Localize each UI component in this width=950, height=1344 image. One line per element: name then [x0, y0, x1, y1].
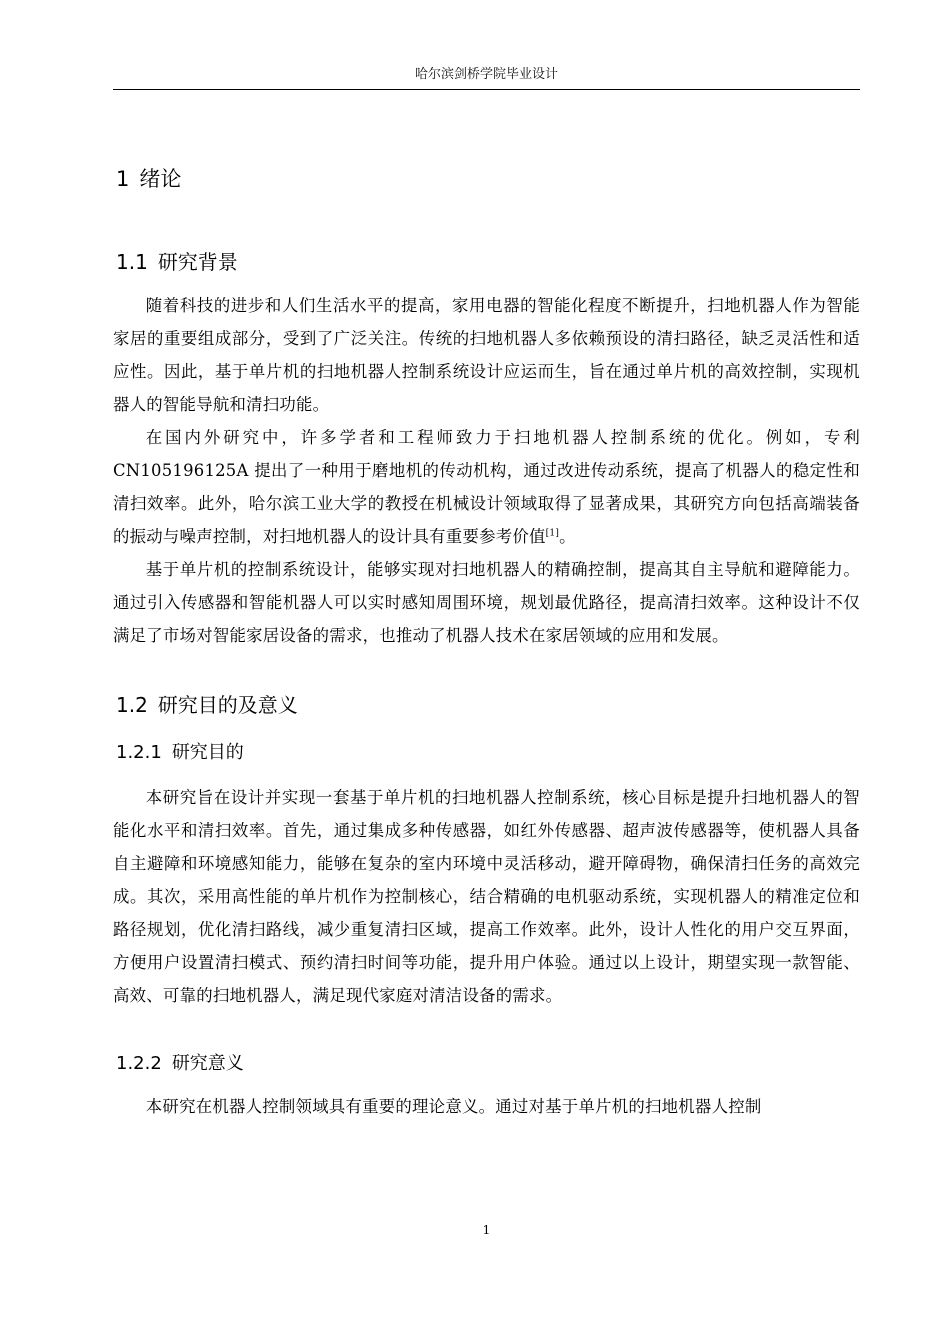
section-title: 研究目的及意义 — [157, 693, 298, 717]
chapter-number: 1 — [116, 167, 130, 191]
subsection-number: 1.2.2 — [116, 1053, 162, 1074]
page-header: 哈尔滨剑桥学院毕业设计 — [414, 67, 558, 82]
paragraph-background-2 — [113, 421, 860, 553]
header-divider — [113, 89, 860, 90]
subsection-title: 研究意义 — [171, 1053, 244, 1074]
paragraph-background-3: 基于单片机的控制系统设计，能够实现对扫地机器人的精确控制，提高其自主导航和避障能力。通过引入传感器和智能机器人可以实时感知周围环境，规划最优路径，提高清扫效率。这种设计不仅满足了市场对智能家居设备的需求，也推动了机器人技术在家居领域的应用和发展。 — [113, 560, 860, 645]
subsection-title: 研究目的 — [171, 742, 244, 763]
paragraph-text: 在国内外研究中，许多学者和工程师致力于扫地机器人控制系统的优化。例如，专利CN105196125A 提出了一种用于磨地机的传动机构，通过改进传动系统，提高了机器人的稳定性和清扫效率。此外，哈尔滨工业大学的教授在机械设计领域取得了显著成果，其研究方向包括高端装备的振动与噪声控制，对扫地机器人的设计具有重要参考价值 — [113, 428, 860, 546]
chapter-heading — [116, 165, 181, 193]
paragraph-background-1: 随着科技的进步和人们生活水平的提高，家用电器的智能化程度不断提升，扫地机器人作为智能家居的重要组成部分，受到了广泛关注。传统的扫地机器人多依赖预设的清扫路径，缺乏灵活性和适应性。因此，基于单片机的扫地机器人控制系统设计应运而生，旨在通过单片机的高效控制，实现机器人的智能导航和清扫功能。 — [113, 296, 860, 414]
citation-marker: [1] — [545, 528, 560, 539]
subsection-number: 1.2.1 — [116, 742, 162, 763]
paragraph-significance: 本研究在机器人控制领域具有重要的理论意义。通过对基于单片机的扫地机器人控制 — [145, 1097, 762, 1116]
paragraph-purpose: 本研究旨在设计并实现一套基于单片机的扫地机器人控制系统，核心目标是提升扫地机器人的智能化水平和清扫效率。首先，通过集成多种传感器，如红外传感器、超声波传感器等，使机器人具备自主避障和环境感知能力，能够在复杂的室内环境中灵活移动，避开障碍物，确保清扫任务的高效完成。其次，采用高性能的单片机作为控制核心，结合精确的电机驱动系统，实现机器人的精准定位和路径规划，优化清扫路线，减少重复清扫区域，提高工作效率。此外，设计人性化的用户交互界面，方便用户设置清扫模式、预约清扫时间等功能，提升用户体验。通过以上设计，期望实现一款智能、高效、可靠的扫地机器人，满足现代家庭对清洁设备的需求。 — [113, 788, 860, 1005]
page-number: 1 — [482, 1223, 491, 1237]
section-number: 1.2 — [116, 693, 148, 717]
section-heading-1-1 — [116, 248, 238, 276]
section-title: 研究背景 — [157, 250, 238, 274]
subsection-heading-1-2-2 — [116, 1051, 244, 1077]
section-heading-1-2 — [116, 691, 298, 719]
paragraph-end: 。 — [559, 527, 576, 546]
section-number: 1.1 — [116, 250, 148, 274]
chapter-title: 绪论 — [139, 167, 182, 191]
subsection-heading-1-2-1 — [116, 740, 244, 766]
